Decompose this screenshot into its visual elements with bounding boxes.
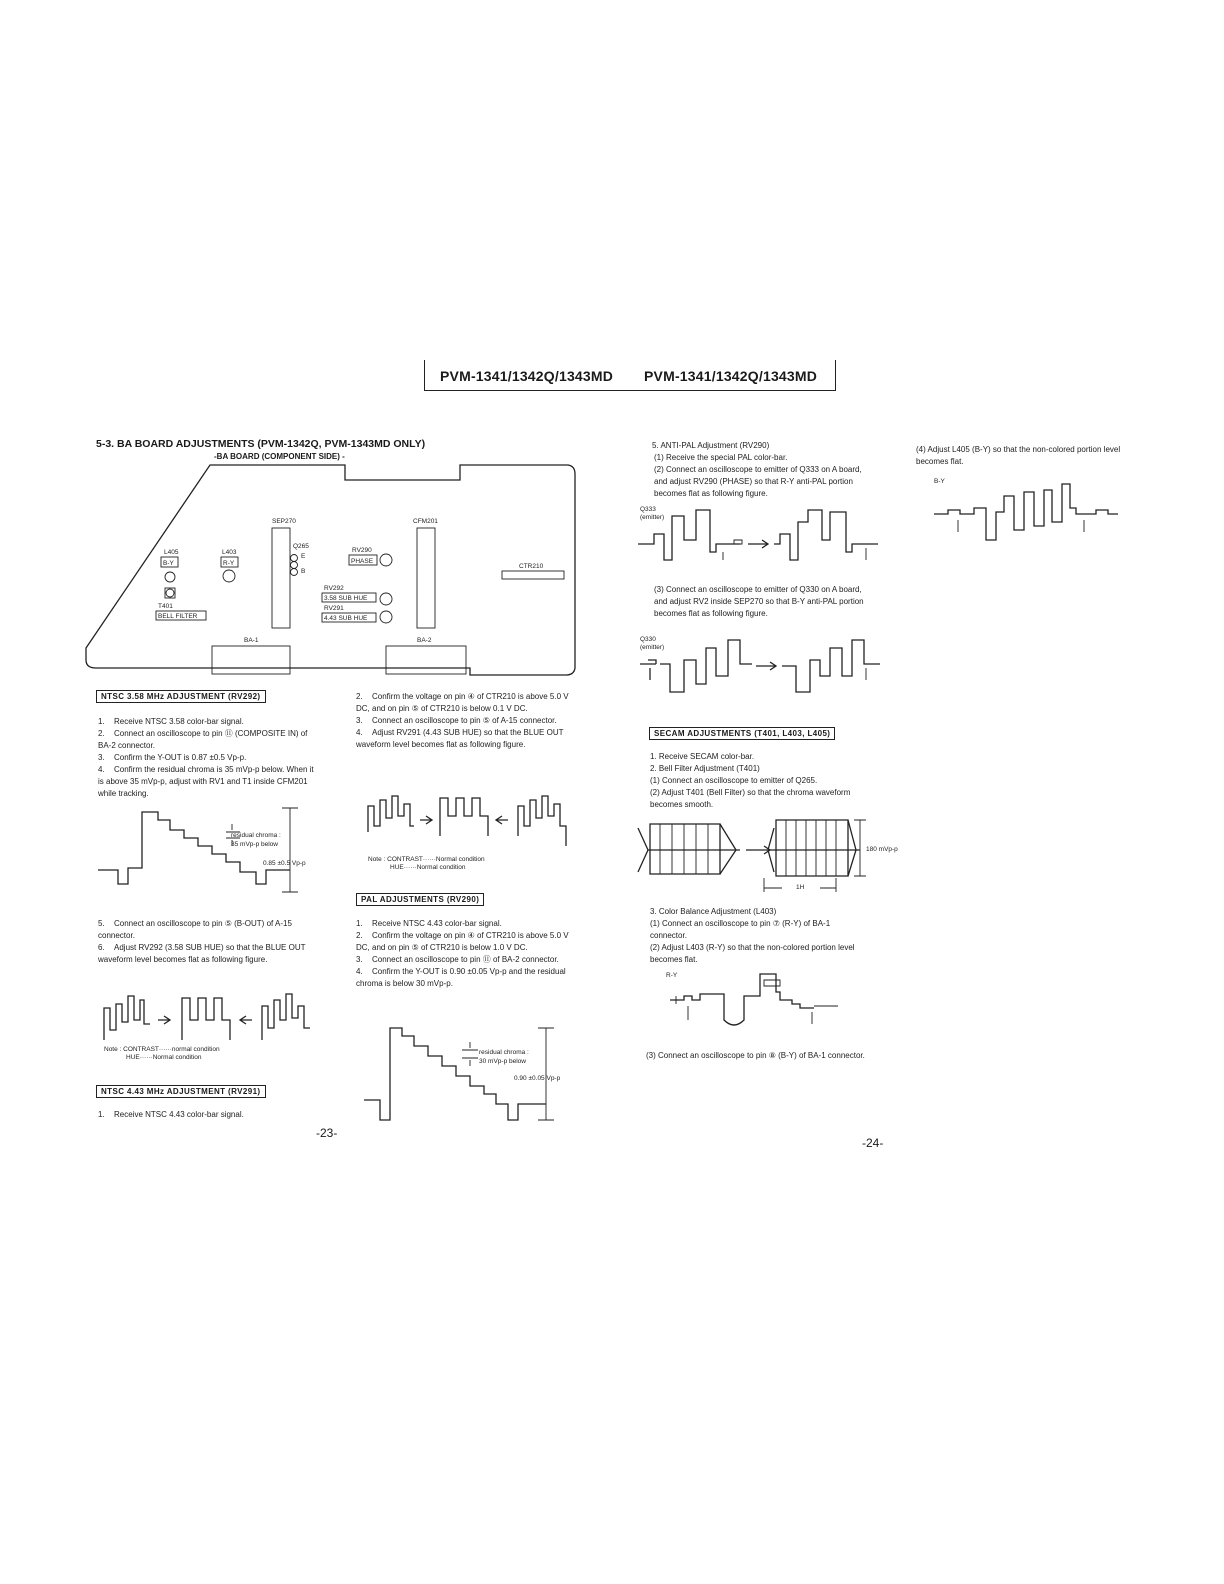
q330-emitter-label: (emitter) <box>640 644 665 651</box>
antipal-heading: 5. ANTI-PAL Adjustment (RV290) <box>652 441 770 450</box>
l405-label: L405 <box>164 549 179 556</box>
q333-label: Q333 <box>640 506 656 513</box>
page-number-23: -23- <box>316 1126 338 1140</box>
list-item: 4. Adjust RV291 (4.43 SUB HUE) so that the BLUE OUT waveform level becomes flat as following figure. <box>356 728 564 749</box>
sub-hue-443-label: 4.43 SUB HUE <box>324 615 368 622</box>
antipal-step-1: (1) Receive the special PAL color-bar. <box>654 453 788 462</box>
sep270-label: SEP270 <box>272 518 296 525</box>
ntsc358-note-hue: HUE······Normal condition <box>126 1054 202 1061</box>
antipal-step-2: (2) Connect an oscilloscope to emitter of Q333 on A board, and adjust RV290 (PHASE) so that R-Y anti-PAL portion becomes flat as following figure. <box>654 465 862 498</box>
by-coil-label: B-Y <box>163 560 174 567</box>
sub-hue-358-label: 3.58 SUB HUE <box>324 595 368 602</box>
ba1-label: BA-1 <box>244 637 259 644</box>
secam-1h-label: 1H <box>796 884 805 891</box>
ry-wave-label: R-Y <box>666 972 678 979</box>
secam-step-1: 1. Receive SECAM color-bar. <box>650 752 755 761</box>
secam-step-2b: (2) Adjust T401 (Bell Filter) so that the chroma waveform becomes smooth. <box>650 788 851 809</box>
model-header-right: PVM-1341/1342Q/1343MD <box>644 368 818 384</box>
list-item: 2. Confirm the voltage on pin ④ of CTR210 is above 5.0 V DC, and on pin ⑤ of CTR210 is below 0.1 V DC. <box>356 692 569 713</box>
list-item: 6. Adjust RV292 (3.58 SUB HUE) so that the BLUE OUT waveform level becomes flat as following figure. <box>98 943 306 964</box>
ntsc358-vpp-label: 0.85 ±0.5 Vp-p <box>263 860 306 867</box>
ry-coil-label: R-Y <box>223 560 235 567</box>
ntsc358-residual-label: residual chroma : <box>231 832 281 839</box>
list-item: 3. Confirm the Y-OUT is 0.87 ±0.5 Vp-p. <box>98 753 247 762</box>
list-item: 1. Receive NTSC 4.43 color-bar signal. <box>98 1110 244 1119</box>
list-item: 5. Connect an oscilloscope to pin ⑤ (B-OUT) of A-15 connector. <box>98 919 292 940</box>
list-item: 3. Connect an oscilloscope to pin ⑤ of A-15 connector. <box>356 716 557 725</box>
phase-label: PHASE <box>351 558 374 565</box>
rv290-label: RV290 <box>352 547 372 554</box>
base-b-label: B <box>301 568 306 575</box>
q330-label: Q330 <box>640 636 656 643</box>
ntsc443-note-hue: HUE······Normal condition <box>390 864 466 871</box>
secam-heading: SECAM ADJUSTMENTS (T401, L403, L405) <box>649 727 835 740</box>
ba2-label: BA-2 <box>417 637 432 644</box>
ntsc358-note-contrast: Note : CONTRAST······normal condition <box>104 1046 220 1053</box>
l403-label: L403 <box>222 549 237 556</box>
secam-step-2: 2. Bell Filter Adjustment (T401) <box>650 764 760 773</box>
list-item: 2. Connect an oscilloscope to pin ⑪ (COMPOSITE IN) of BA-2 connector. <box>98 729 308 750</box>
pal-below-label: 30 mVp-p below <box>479 1058 526 1065</box>
section-subtitle: -BA BOARD (COMPONENT SIDE) - <box>214 452 345 461</box>
list-item: 3. Connect an oscilloscope to pin ⑪ of BA-2 connector. <box>356 955 559 964</box>
list-item: 1. Receive NTSC 4.43 color-bar signal. <box>356 919 502 928</box>
by-wave-label: B-Y <box>934 478 945 485</box>
antipal-step-3: (3) Connect an oscilloscope to emitter of Q330 on A board, and adjust RV2 inside SEP270 so that B-Y anti-PAL portion becomes flat as following figure. <box>654 585 864 618</box>
pal-heading: PAL ADJUSTMENTS (RV290) <box>356 893 484 906</box>
secam-step-3: 3. Color Balance Adjustment (L403) <box>650 907 777 916</box>
secam-step-2a: (1) Connect an oscilloscope to emitter of Q265. <box>650 776 818 785</box>
secam-vpp-label: 180 mVp-p <box>866 846 898 853</box>
bell-filter-label: BELL FILTER <box>158 613 198 620</box>
secam-step-3a: (1) Connect an oscilloscope to pin ⑦ (R-Y) of BA-1 connector. <box>650 919 831 940</box>
section-title: 5-3. BA BOARD ADJUSTMENTS (PVM-1342Q, PVM-1343MD ONLY) <box>96 438 426 450</box>
secam-step-4: (4) Adjust L405 (B-Y) so that the non-colored portion level becomes flat. <box>916 445 1121 466</box>
rv291-label: RV291 <box>324 605 344 612</box>
ctr210-label: CTR210 <box>519 563 544 570</box>
list-item: 1. Receive NTSC 3.58 color-bar signal. <box>98 717 244 726</box>
t401-label: T401 <box>158 603 173 610</box>
ntsc358-below-label: 35 mVp-p below <box>231 841 278 848</box>
list-item: 4. Confirm the residual chroma is 35 mVp-p below. When it is above 35 mVp-p, adjust with RV1 and T1 inside CFM201 while tracking. <box>98 765 314 798</box>
rv292-label: RV292 <box>324 585 344 592</box>
emitter-e-label: E <box>301 553 306 560</box>
model-header-left: PVM-1341/1342Q/1343MD <box>440 368 614 384</box>
ntsc443-note-contrast: Note : CONTRAST······Normal condition <box>368 856 485 863</box>
q265-label: Q265 <box>293 543 309 550</box>
pal-residual-label: residual chroma : <box>479 1049 529 1056</box>
secam-step-3b: (2) Adjust L403 (R-Y) so that the non-colored portion level becomes flat. <box>650 943 855 964</box>
list-item: 2. Confirm the voltage on pin ④ of CTR210 is above 5.0 V DC, and on pin ⑤ of CTR210 is below 1.0 V DC. <box>356 931 569 952</box>
ntsc443-heading: NTSC 4.43 MHz ADJUSTMENT (RV291) <box>96 1085 266 1098</box>
page-number-24: -24- <box>862 1136 884 1150</box>
pal-vpp-label: 0.90 ±0.05 Vp-p <box>514 1075 561 1082</box>
cfm201-label: CFM201 <box>413 518 438 525</box>
secam-step-3c: (3) Connect an oscilloscope to pin ⑧ (B-Y) of BA-1 connector. <box>646 1051 865 1060</box>
list-item: 4. Confirm the Y-OUT is 0.90 ±0.05 Vp-p and the residual chroma is below 30 mVp-p. <box>356 967 566 988</box>
ntsc358-heading: NTSC 3.58 MHz ADJUSTMENT (RV292) <box>96 690 266 703</box>
q333-emitter-label: (emitter) <box>640 514 665 521</box>
